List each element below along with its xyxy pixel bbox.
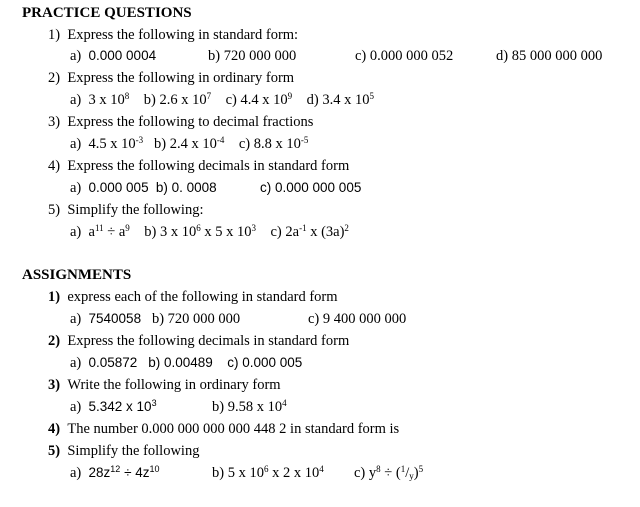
practice-q5-c: c) $2a^{-1}$ x $(3a)^2$ xyxy=(270,223,349,240)
option-label: a) xyxy=(70,311,82,327)
assignment-q3 xyxy=(48,376,281,394)
assignment-q1-a: 7540058 xyxy=(88,311,142,326)
practice-q1-text: Express the following in standard form: xyxy=(67,27,299,43)
practice-q1-d: d) 85 000 000 000 xyxy=(496,48,603,64)
practice-q5-options xyxy=(70,223,349,241)
option-label: a) xyxy=(70,48,82,64)
practice-q5 xyxy=(48,201,203,219)
assignment-q5-c: c) $y^8 \div (^1/_y)^5$ xyxy=(354,464,424,481)
assignment-q1-c: c) 9 400 000 000 xyxy=(308,311,407,327)
assignment-q4-text: The number 0.000 000 000 000 448 2 in standard form is xyxy=(67,421,400,437)
practice-q1-b: b) 720 000 000 xyxy=(208,48,297,64)
assignment-q5-a: $28z^{12} \div 4z^{10}$ xyxy=(88,464,160,480)
assignment-q2-number: 2) xyxy=(48,333,61,349)
practice-heading: PRACTICE QUESTIONS xyxy=(22,5,192,21)
practice-q2-text: Express the following in ordinary form xyxy=(67,70,295,86)
practice-q1-a: 0.000 0004 xyxy=(88,48,157,63)
assignment-q5-b: b) 5 x $10^6$ x 2 x $10^4$ xyxy=(212,464,324,481)
assignment-q1-text: express each of the following in standard form xyxy=(67,289,338,305)
practice-q2-a: 3 x $10^8$ xyxy=(88,91,130,108)
practice-q2-number: 2) xyxy=(48,70,61,86)
option-label: a) xyxy=(70,355,82,371)
assignment-q1 xyxy=(48,288,338,306)
practice-q4-text: Express the following decimals in standard form xyxy=(67,158,350,174)
assignment-q5-number: 5) xyxy=(48,443,61,459)
assignment-q3-options xyxy=(70,398,157,416)
practice-q2-b: b) 2.6 x $10^7$ xyxy=(143,91,212,108)
assignment-q3-number: 3) xyxy=(48,377,61,393)
assignment-q1-number: 1) xyxy=(48,289,61,305)
practice-q3-a: 4.5 x $10^{-3}$ xyxy=(88,135,144,152)
assignment-q1-options xyxy=(70,310,240,328)
practice-q3 xyxy=(48,113,313,131)
practice-q3-options xyxy=(70,135,308,153)
practice-q1-number: 1) xyxy=(48,27,61,43)
assignment-q2-text: Express the following decimals in standard form xyxy=(67,333,350,349)
option-label: a) xyxy=(70,136,82,152)
practice-q1-options xyxy=(70,47,156,65)
practice-q4-b: b) 0. 0008 xyxy=(155,180,217,195)
assignment-q3-b: b) 9.58 x $10^4$ xyxy=(212,398,287,415)
assignment-q5 xyxy=(48,442,199,460)
option-label: a) xyxy=(70,465,82,481)
practice-q5-a: $a^{11} \div a^9$ xyxy=(88,223,130,240)
practice-q2-d: d) 3.4 x $10^5$ xyxy=(306,91,374,108)
assignment-q1-b: b) 720 000 000 xyxy=(151,311,241,327)
practice-q4 xyxy=(48,157,349,175)
assignment-q3-text: Write the following in ordinary form xyxy=(67,377,281,393)
practice-q4-options xyxy=(70,179,217,197)
assignment-q2-b: b) 0.00489 xyxy=(148,355,213,370)
practice-q2-c: c) 4.4 x $10^9$ xyxy=(225,91,293,108)
practice-q3-text: Express the following to decimal fractions xyxy=(67,114,314,130)
option-label: a) xyxy=(70,92,82,108)
practice-q5-number: 5) xyxy=(48,202,61,218)
practice-q3-number: 3) xyxy=(48,114,61,130)
practice-q4-a: 0.000 005 xyxy=(88,180,149,195)
practice-q5-text: Simplify the following: xyxy=(67,202,204,218)
assignment-q3-a: 5.342 x $10^3$ xyxy=(88,398,157,414)
option-label: a) xyxy=(70,224,82,240)
practice-q3-b: b) 2.4 x $10^{-4}$ xyxy=(154,135,225,152)
assignment-q4 xyxy=(48,420,399,438)
assignment-q5-options xyxy=(70,464,160,482)
assignment-q2 xyxy=(48,332,349,350)
practice-q2 xyxy=(48,69,294,87)
assignments-heading: ASSIGNMENTS xyxy=(22,267,132,283)
option-label: a) xyxy=(70,399,82,415)
practice-q4-number: 4) xyxy=(48,158,61,174)
practice-q4-c: c) 0.000 000 005 xyxy=(260,180,362,195)
option-label: a) xyxy=(70,180,82,196)
practice-q1-c: c) 0.000 000 052 xyxy=(355,48,454,64)
practice-q2-options xyxy=(70,91,374,109)
assignment-q2-c: c) 0.000 005 xyxy=(227,355,303,370)
practice-q3-c: c) 8.8 x $10^{-5}$ xyxy=(238,135,309,152)
assignment-q5-text: Simplify the following xyxy=(67,443,200,459)
practice-q5-b: b) 3 x $10^6$ x 5 x $10^3$ xyxy=(144,223,256,240)
assignment-q2-a: 0.05872 xyxy=(88,355,138,370)
assignment-q4-number: 4) xyxy=(48,421,61,437)
practice-q1 xyxy=(48,26,298,44)
assignment-q2-options xyxy=(70,354,302,372)
